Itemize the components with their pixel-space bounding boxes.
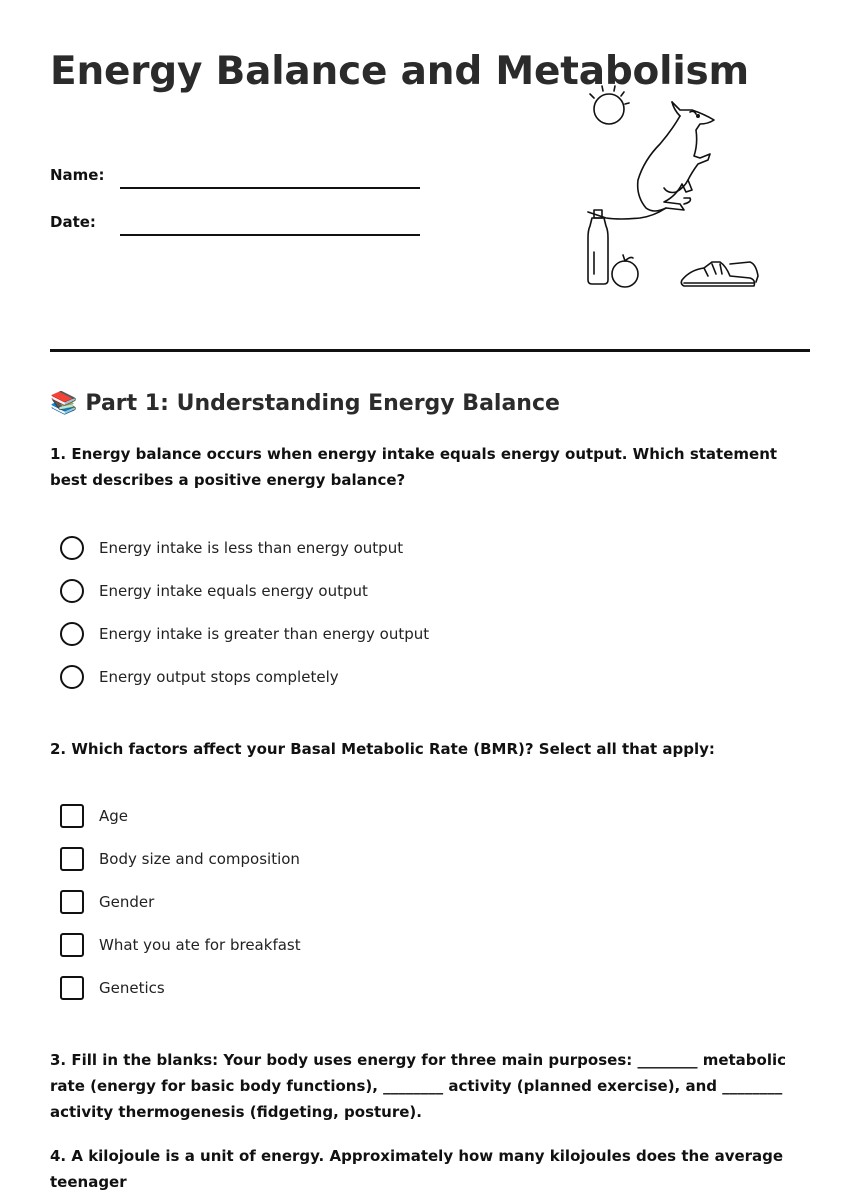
sun-icon — [590, 86, 629, 124]
q2-option-1[interactable] — [60, 803, 128, 829]
question-1-text: 1. Energy balance occurs when energy intake equals energy output. Which statement best describes a positive energy balance? — [50, 445, 778, 489]
q2-option-4[interactable] — [60, 932, 301, 958]
radio-button[interactable] — [60, 622, 84, 646]
radio-button[interactable] — [60, 536, 84, 560]
checkbox[interactable] — [60, 804, 84, 828]
kangaroo-icon — [588, 102, 714, 219]
q1-option-3[interactable] — [60, 621, 429, 647]
checkbox[interactable] — [60, 890, 84, 914]
option-label: Energy intake is less than energy output — [99, 539, 404, 557]
books-icon: 📚 — [50, 391, 78, 416]
worksheet-title: Energy Balance and Metabolism — [50, 49, 749, 94]
name-field-line[interactable] — [120, 187, 420, 189]
date-field-line[interactable] — [120, 234, 420, 236]
question-3-text: 3. Fill in the blanks: Your body uses energy for three main purposes: ________ metabolic rate (energy for basic body functions), ________ activity (planned exercise), and ________ activity thermogenesis (fidgeting, posture). — [50, 1051, 787, 1121]
part1-heading: 📚 Part 1: Understanding Energy Balance — [50, 391, 560, 416]
option-label: Body size and composition — [99, 850, 300, 868]
question-2-text: 2. Which factors affect your Basal Metabolic Rate (BMR)? Select all that apply: — [50, 740, 715, 758]
checkbox[interactable] — [60, 847, 84, 871]
option-label: Age — [99, 807, 129, 825]
sneakers-icon — [681, 262, 758, 286]
q1-option-1[interactable] — [60, 535, 403, 561]
checkbox[interactable] — [60, 976, 84, 1000]
date-label: Date: — [50, 213, 96, 231]
q2-option-3[interactable] — [60, 889, 154, 915]
option-label: Genetics — [99, 979, 165, 997]
radio-button[interactable] — [60, 665, 84, 689]
header-divider — [50, 349, 810, 352]
option-label: What you ate for breakfast — [99, 936, 301, 954]
option-label: Energy output stops completely — [99, 668, 339, 686]
water-bottle-icon — [588, 210, 608, 284]
q2-option-5[interactable] — [60, 975, 165, 1001]
option-label: Gender — [99, 893, 155, 911]
question-4-text: 4. A kilojoule is a unit of energy. Approximately how many kilojoules does the average teenager — [50, 1147, 784, 1191]
checkbox[interactable] — [60, 933, 84, 957]
q1-option-4[interactable] — [60, 664, 339, 690]
kangaroo-illustration-icon — [580, 80, 770, 295]
apple-icon — [612, 255, 638, 287]
option-label: Energy intake is greater than energy output — [99, 625, 430, 643]
q2-option-2[interactable] — [60, 846, 300, 872]
option-label: Energy intake equals energy output — [99, 582, 368, 600]
name-label: Name: — [50, 166, 105, 184]
radio-button[interactable] — [60, 579, 84, 603]
q1-option-2[interactable] — [60, 578, 368, 604]
